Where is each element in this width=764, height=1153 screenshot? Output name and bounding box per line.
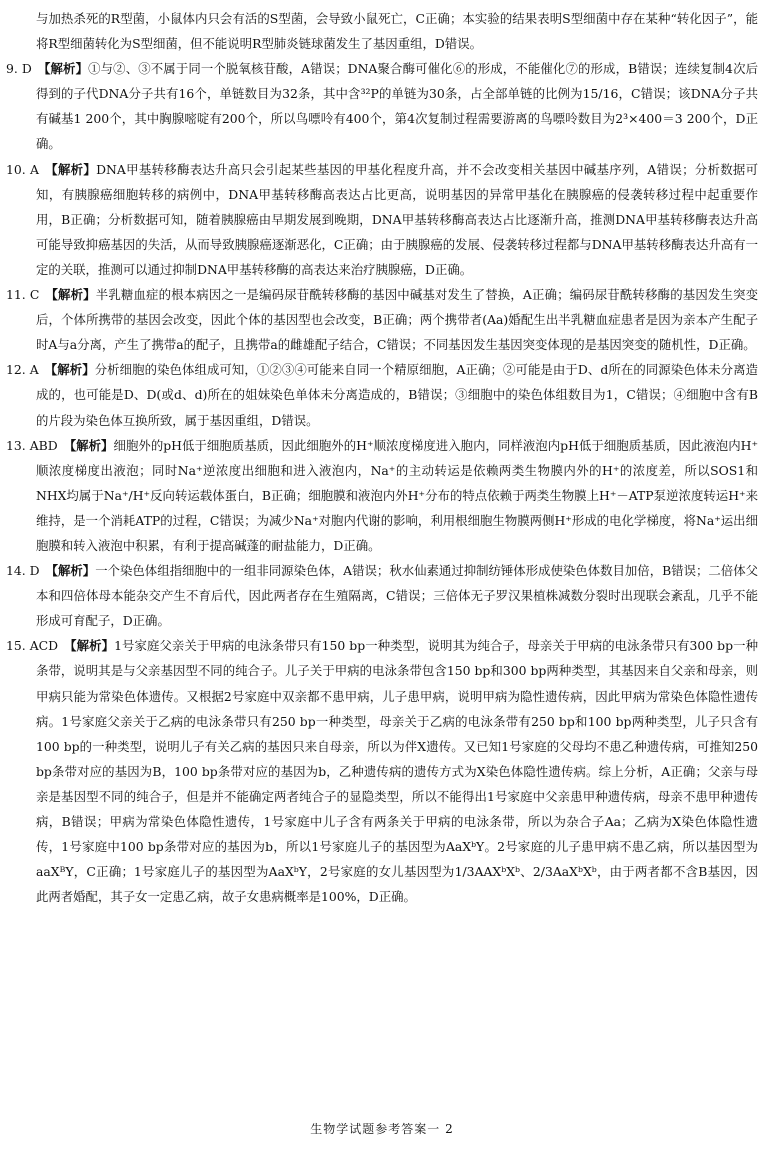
answer-14 bbox=[6, 558, 758, 633]
answer-text: 细胞外的pH低于细胞质基质，因此细胞外的H⁺顺浓度梯度进入胞内，同样液泡内pH低于细胞质基质，因此液泡内H⁺顺浓度梯度出液泡；同时Na⁺逆浓度出细胞和进入液泡内，Na⁺的主动转运是依赖两类生物膜内外的H⁺的浓度差，所以SOS1和NHX均属于Na⁺/H⁺反向转运载体蛋白，B正确；细胞膜和液泡内外H⁺分布的特点依赖于两类生物膜上H⁺－ATP泵逆浓度转运H⁺来维持，是一个消耗ATP的过程，C错误；为减少Na⁺对胞内代谢的影响，利用根细胞生物膜两侧H⁺形成的电化学梯度，将Na⁺运出细胞膜和转入液泡中积累，有利于提高碱蓬的耐盐能力，D正确。 bbox=[36, 437, 759, 553]
answer-content bbox=[6, 6, 758, 909]
analysis-tag: 【解析】 bbox=[45, 287, 96, 303]
analysis-tag: 【解析】 bbox=[63, 437, 114, 453]
answer-text: ①与②、③不属于同一个脱氧核苷酸，A错误；DNA聚合酶可催化⑥的形成，不能催化⑦的形成，B错误；连续复制4次后得到的子代DNA分子共有16个，单链数目为32条，其中含³²P的单链为30条，占全部单链的比例为15/16，C错误；该DNA分子共有碱基1 200个，其中胸腺嘧啶有200个，所以鸟嘌呤有400个，第4次复制过程需要游离的鸟嘌呤数目为2³×400＝3 200个，D正确。 bbox=[36, 61, 758, 152]
analysis-tag: 【解析】 bbox=[64, 638, 115, 654]
answer-number: 13. ABD bbox=[6, 437, 58, 453]
analysis-tag: 【解析】 bbox=[45, 563, 96, 579]
answer-10 bbox=[6, 157, 758, 282]
answer-9 bbox=[6, 56, 758, 156]
answer-number: 12. A bbox=[6, 362, 39, 378]
answer-number: 10. A bbox=[6, 161, 39, 177]
answer-text: DNA甲基转移酶表达升高只会引起某些基因的甲基化程度升高，并不会改变相关基因中碱基序列，A错误；分析数据可知，有胰腺癌细胞转移的病例中，DNA甲基转移酶高表达占比更高，说明基因的异常甲基化在胰腺癌的侵袭转移过程中起重要作用，B正确；分析数据可知，随着胰腺癌由早期发展到晚期，DNA甲基转移酶高表达占比逐渐升高，推测DNA甲基转移酶表达升高可能导致抑癌基因的失活，从而导致胰腺癌逐渐恶化，C正确；由于胰腺癌的发展、侵袭转移过程都与DNA甲基转移酶表达升高有一定的关联，推测可以通过抑制DNA甲基转移酶的高表达来治疗胰腺癌，D正确。 bbox=[36, 161, 759, 277]
paragraph-continuation: 与加热杀死的R型菌，小鼠体内只会有活的S型菌，会导致小鼠死亡，C正确；本实验的结果表明S型细菌中存在某种“转化因子”，能将R型细菌转化为S型细菌，但不能说明R型肺炎链球菌发生了基因重组，D错误。 bbox=[36, 11, 758, 52]
analysis-tag: 【解析】 bbox=[37, 61, 89, 77]
answer-12 bbox=[6, 357, 758, 432]
answer-text: 半乳糖血症的根本病因之一是编码尿苷酰转移酶的基因中碱基对发生了替换，A正确；编码尿苷酰转移酶的基因发生突变后，个体所携带的基因会改变，因此个体的基因型也会改变，B正确；两个携带者(Aa)婚配生出半乳糖血症患者是因为亲本产生配子时A与a分离，产生了携带a的配子，且携带a的雌雄配子结合，C错误；不同基因发生基因突变体现的是基因突变的随机性，D正确。 bbox=[36, 287, 759, 353]
answer-text: 一个染色体组指细胞中的一组非同源染色体，A错误；秋水仙素通过抑制纺锤体形成使染色体数目加倍，B错误；二倍体父本和四倍体母本能杂交产生不育后代，因此两者存在生殖隔离，C错误；三倍体无子罗汉果植株减数分裂时出现联会紊乱，几乎不能形成可育配子，D正确。 bbox=[36, 563, 758, 629]
answer-number: 9. D bbox=[6, 61, 32, 77]
analysis-tag: 【解析】 bbox=[44, 161, 97, 177]
answer-13 bbox=[6, 433, 758, 558]
answer-11 bbox=[6, 282, 758, 357]
answer-number: 11. C bbox=[6, 287, 40, 303]
answer-15 bbox=[6, 633, 758, 909]
answer-text: 1号家庭父亲关于甲病的电泳条带只有150 bp一种类型，说明其为纯合子，母亲关于甲病的电泳条带只有300 bp一种条带，说明其是与父亲基因型不同的纯合子。儿子关于甲病的电泳条带包含150 bp和300 bp两种类型，其基因来自父亲和母亲，则甲病只能为常染色体遗传。又根据2号家庭中双亲都不患甲病，儿子患甲病，说明甲病为隐性遗传病，因此甲病为常染色体隐性遗传病。1号家庭父亲关于乙病的电泳条带只有250 bp一种类型，母亲关于乙病的电泳条带有250 bp和100 bp两种类型，儿子只含有100 bp的一种类型，说明儿子有关乙病的基因只来自母亲，所以为伴X遗传。又已知1号家庭的父母均不患乙种遗传病，可推知250 bp条带对应的基因为B，100 bp条带对应的基因为b，乙种遗传病的遗传方式为X染色体隐性遗传病。综上分析，A正确；父亲与母亲是基因型不同的纯合子，但是并不能确定两者纯合子的显隐类型，所以不能得出1号家庭中父亲患甲种遗传病，母亲不患甲种遗传病，B错误；甲病为常染色体隐性遗传，1号家庭中儿子含有两条关于甲病的电泳条带，所以为杂合子Aa；乙病为X染色体隐性遗传，1号家庭中100 bp条带对应的基因为b，所以1号家庭儿子的基因型为AaXᵇY。2号家庭的儿子患甲病不患乙病，所以基因型为aaXᴮY，C正确；1号家庭儿子的基因型为AaXᵇY，2号家庭的女儿基因型为1/3AAXᵇXᵇ、2/3AaXᵇXᵇ，由于两者都不含B基因，因此两者婚配，其子女一定患乙病，故子女患病概率是100%，D正确。 bbox=[36, 638, 758, 905]
answer-number: 14. D bbox=[6, 563, 40, 579]
answer-number: 15. ACD bbox=[6, 638, 59, 654]
answer-text: 分析细胞的染色体组成可知，①②③④可能来自同一个精原细胞，A正确；②可能是由于D、d所在的同源染色体未分离造成的，也可能是D、D(或d、d)所在的姐妹染色单体未分离造成的，B错误；③细胞中的染色体组数目为1，C错误；④细胞中含有B的片段为染色体互换所致，属于基因重组，D错误。 bbox=[36, 362, 758, 428]
page-footer: 生物学试题参考答案一 2 bbox=[310, 1122, 454, 1136]
analysis-tag: 【解析】 bbox=[44, 362, 95, 378]
